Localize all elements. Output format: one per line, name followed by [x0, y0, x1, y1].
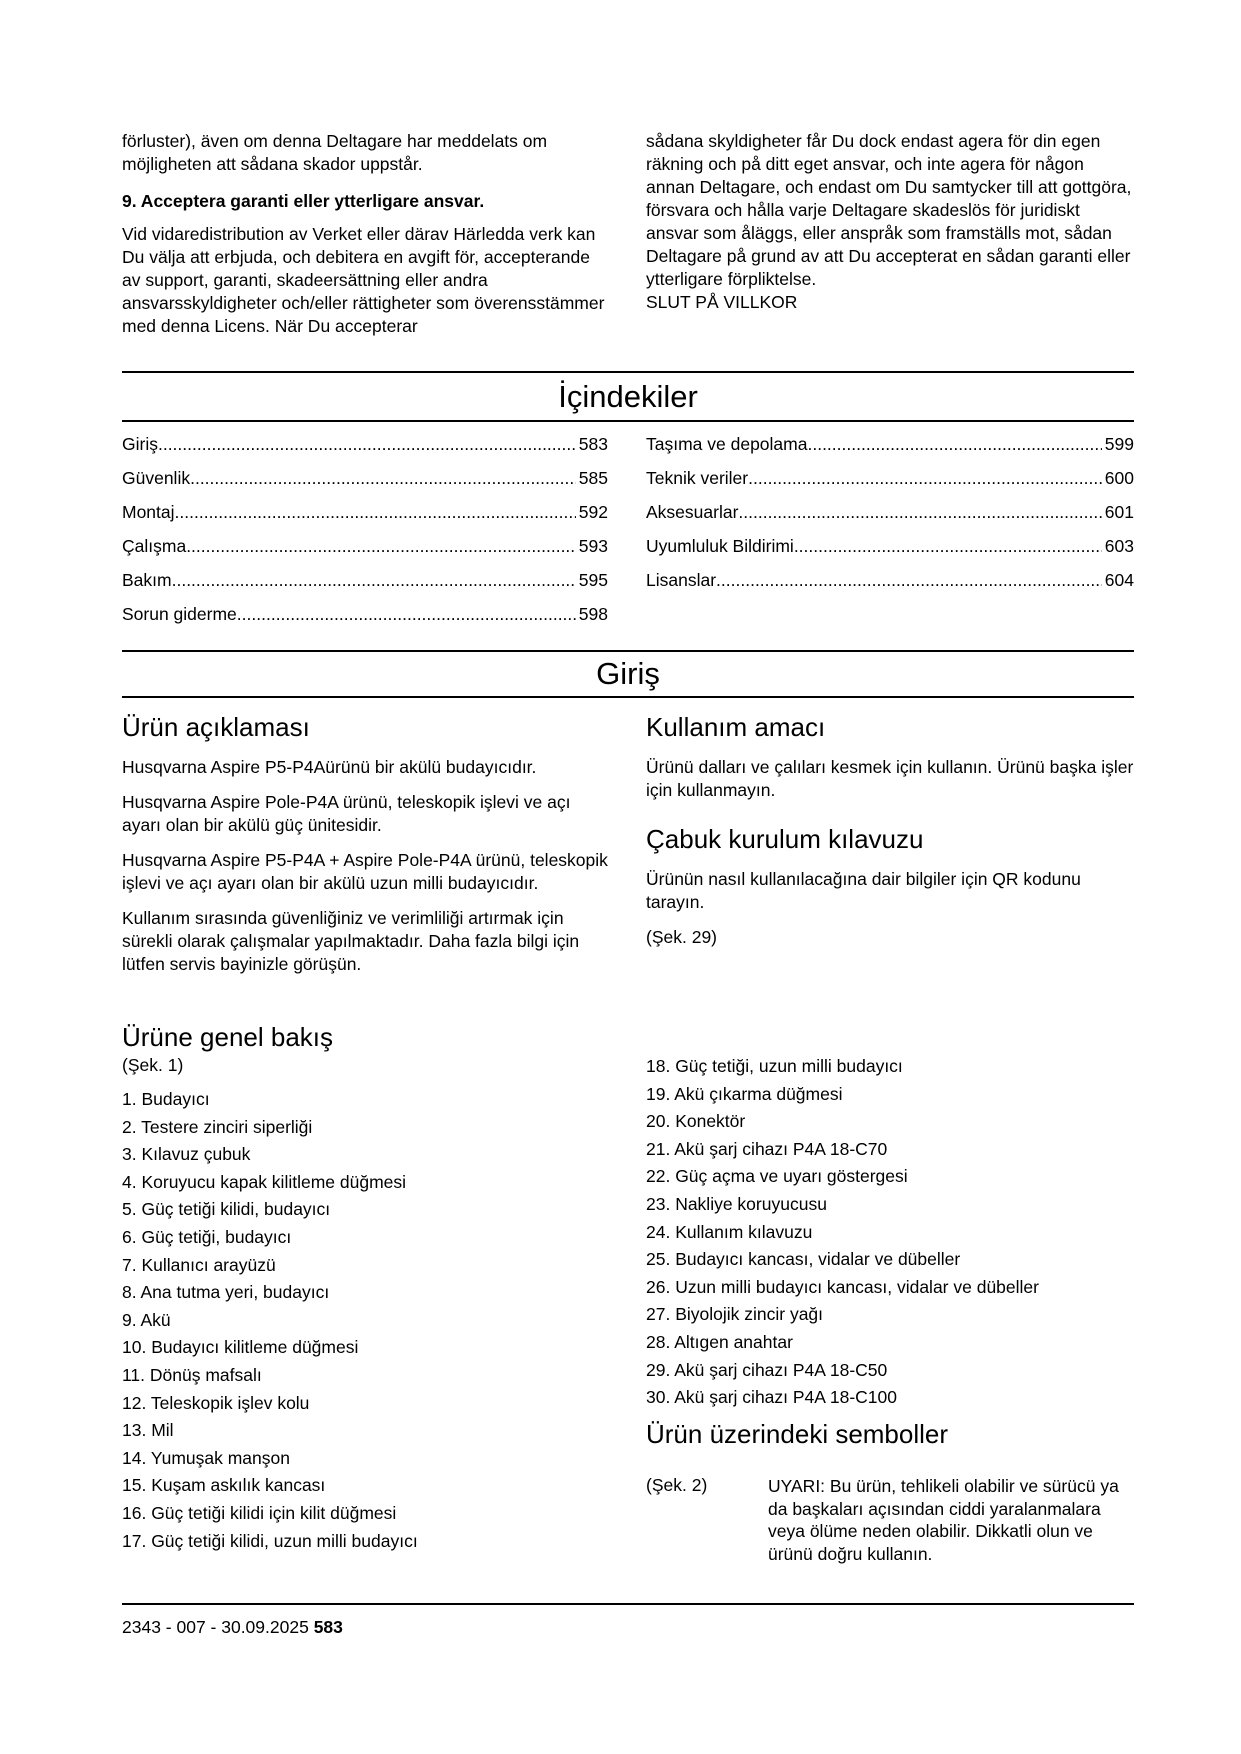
urun-aciklamasi-p3: Husqvarna Aspire P5-P4A + Aspire Pole-P4A ürünü, teleskopik işlevi ve açı ayarı olan bir akülü uzun milli budayıcıdır. [122, 850, 608, 893]
toc-entry[interactable] [646, 468, 1134, 491]
list-item: 28. Altıgen anahtar [646, 1331, 793, 1352]
list-item: 11. Dönüş mafsalı [122, 1364, 262, 1385]
list-item: 14. Yumuşak manşon [122, 1447, 290, 1468]
intro-left-paragraph-2: Vid vidaredistribution av Verket eller därav Härledda verk kan Du välja att erbjuda, och debitera en avgift för, accepterande av support, garanti, skadeersättning eller andra ansvarsskyldigheter och/eller rättigheter som överensstämmer med denna Licens. När Du accepterar [122, 224, 605, 336]
list-item: 25. Budayıcı kancası, vidalar ve dübeller [646, 1249, 961, 1270]
urun-aciklamasi-section [122, 712, 612, 988]
genel-bakis-section [122, 1022, 612, 1555]
toc-entry-label: Sorun giderme [122, 604, 237, 624]
intro-left-column [122, 130, 612, 350]
list-item: 29. Akü şarj cihazı P4A 18-C50 [646, 1359, 888, 1380]
list-item: 18. Güç tetiği, uzun milli budayıcı [646, 1056, 903, 1076]
toc-entry-page: 603 [1104, 536, 1134, 556]
toc-entry[interactable] [122, 570, 608, 593]
intro-right-column [646, 130, 1134, 326]
toc-entry[interactable] [122, 604, 608, 627]
kullanim-amaci-section [646, 712, 1134, 961]
list-item: 1. Budayıcı [122, 1089, 210, 1109]
list-item: 27. Biyolojik zincir yağı [646, 1304, 824, 1325]
giris-bottom-rule [122, 696, 1134, 698]
list-item: 30. Akü şarj cihazı P4A 18-C100 [646, 1387, 897, 1408]
cabuk-kurulum-p1: Ürünün nasıl kullanılacağına dair bilgiler için QR kodunu tarayın. [646, 869, 1081, 912]
toc-entry[interactable] [122, 536, 608, 559]
parts-list-right [646, 1053, 1134, 1412]
list-item: 6. Güç tetiği, budayıcı [122, 1226, 292, 1247]
footer-rule [122, 1603, 1134, 1605]
giris-top-rule [122, 650, 1134, 652]
list-item: 23. Nakliye koruyucusu [646, 1193, 827, 1214]
parts-list-left [122, 1086, 612, 1555]
urun-aciklamasi-heading: Ürün açıklaması [122, 712, 310, 742]
toc-entry-label: Aksesuarlar [646, 502, 739, 522]
toc-entry-label: Uyumluluk Bildirimi [646, 536, 794, 556]
toc-entry-page: 583 [578, 434, 608, 454]
list-item: 4. Koruyucu kapak kilitleme düğmesi [122, 1171, 407, 1192]
toc-entry-page: 592 [578, 502, 608, 522]
license-clause-9-heading: 9. Acceptera garanti eller ytterligare ansvar. [122, 191, 485, 211]
intro-right-paragraph: sådana skyldigheter får Du dock endast agera för din egen räkning och på ditt eget ansvar, och inte agera för någon annan Deltagare, och endast om Du samtycker till att gottgöra, försvara och hålla varje Deltagare skadeslös för juridiskt ansvar som åläggs, eller anspråk som framställs mot, sådan Deltagare på grund av att Du accepterat en sådan garanti eller ytterligare förpliktelse. [646, 131, 1132, 289]
list-item: 3. Kılavuz çubuk [122, 1144, 251, 1165]
urun-aciklamasi-p4: Kullanım sırasında güvenliğiniz ve verimliliği artırmak için sürekli olarak çalışmalar yapılmaktadır. Daha fazla bilgi için lütfen servis bayinizle görüşün. [122, 908, 580, 974]
list-item: 5. Güç tetiği kilidi, budayıcı [122, 1199, 331, 1220]
list-item: 26. Uzun milli budayıcı kancası, vidalar ve dübeller [646, 1276, 1039, 1297]
toc-entry-page: 593 [578, 536, 608, 556]
genel-bakis-figure-ref: (Şek. 1) [122, 1055, 184, 1075]
toc-entry-label: Lisanslar [646, 570, 717, 590]
giris-title: Giriş [596, 656, 660, 691]
list-item: 8. Ana tutma yeri, budayıcı [122, 1282, 330, 1303]
semboller-warning-text: UYARI: Bu ürün, tehlikeli olabilir ve sürücü ya da başkaları açısından ciddi yaralanmalara veya ölüme neden olabilir. Dikkatli olun ve ürünü doğru kullanın. [768, 1476, 1119, 1564]
toc-left-list [122, 434, 608, 638]
toc-entry[interactable] [122, 468, 608, 491]
toc-entry[interactable] [646, 434, 1134, 457]
genel-bakis-heading: Ürüne genel bakış [122, 1022, 334, 1052]
urun-aciklamasi-p1: Husqvarna Aspire P5-P4Aürünü bir akülü budayıcıdır. [122, 757, 537, 777]
toc-entry-label: Çalışma [122, 536, 187, 556]
list-item: 13. Mil [122, 1420, 174, 1441]
toc-title: İçindekiler [558, 379, 698, 414]
toc-entry-page: 604 [1104, 570, 1134, 590]
kullanim-amaci-heading: Kullanım amacı [646, 712, 826, 742]
cabuk-kurulum-heading: Çabuk kurulum kılavuzu [646, 824, 924, 854]
toc-entry-label: Taşıma ve depolama [646, 434, 808, 454]
toc-entry-label: Güvenlik [122, 468, 191, 488]
footer-page-number: 583 [313, 1617, 343, 1637]
toc-entry-page: 595 [578, 570, 608, 590]
list-item: 17. Güç tetiği kilidi, uzun milli budayıcı [122, 1530, 418, 1551]
toc-entry[interactable] [646, 502, 1134, 525]
toc-entry-label: Bakım [122, 570, 172, 590]
list-item: 7. Kullanıcı arayüzü [122, 1254, 276, 1275]
cabuk-kurulum-figure-ref: (Şek. 29) [646, 927, 717, 947]
urun-aciklamasi-p2: Husqvarna Aspire Pole-P4A ürünü, teleskopik işlevi ve açı ayarı olan bir akülü güç ünitesidir. [122, 792, 571, 835]
toc-entry-page: 600 [1104, 468, 1134, 488]
toc-entry[interactable] [646, 536, 1134, 559]
list-item: 19. Akü çıkarma düğmesi [646, 1083, 843, 1104]
toc-entry[interactable] [122, 434, 608, 457]
semboller-heading: Ürün üzerindeki semboller [646, 1419, 949, 1449]
list-item: 2. Testere zinciri siperliği [122, 1116, 313, 1137]
toc-entry[interactable] [122, 502, 608, 525]
list-item: 22. Güç açma ve uyarı göstergesi [646, 1166, 908, 1187]
toc-entry[interactable] [646, 570, 1134, 593]
semboller-figure-ref: (Şek. 2) [646, 1475, 708, 1495]
toc-entry-page: 599 [1104, 434, 1134, 454]
kullanim-amaci-p1: Ürünü dalları ve çalıları kesmek için kullanın. Ürünü başka işler için kullanmayın. [646, 757, 1134, 800]
toc-entry-label: Montaj [122, 502, 175, 522]
toc-entry-label: Giriş [122, 434, 158, 454]
list-item: 21. Akü şarj cihazı P4A 18-C70 [646, 1138, 888, 1159]
toc-bottom-rule [122, 420, 1134, 422]
list-item: 16. Güç tetiği kilidi için kilit düğmesi [122, 1502, 397, 1523]
list-item: 9. Akü [122, 1309, 171, 1330]
list-item: 20. Konektör [646, 1111, 746, 1132]
intro-right-end: SLUT PÅ VILLKOR [646, 292, 798, 312]
footer-doc-info: 2343 - 007 - 30.09.2025 [122, 1617, 309, 1637]
list-item: 24. Kullanım kılavuzu [646, 1221, 813, 1242]
toc-top-rule [122, 371, 1134, 373]
toc-entry-page: 585 [578, 468, 608, 488]
list-item: 12. Teleskopik işlev kolu [122, 1392, 310, 1413]
intro-left-paragraph-1: förluster), även om denna Deltagare har meddelats om möjligheten att sådana skador uppstår. [122, 131, 548, 174]
toc-right-list [646, 434, 1134, 604]
list-item: 15. Kuşam askılık kancası [122, 1475, 326, 1496]
page-footer [122, 1617, 343, 1638]
list-item: 10. Budayıcı kilitleme düğmesi [122, 1337, 359, 1358]
toc-entry-page: 601 [1104, 502, 1134, 522]
toc-entry-page: 598 [578, 604, 608, 624]
toc-entry-label: Teknik veriler [646, 468, 749, 488]
